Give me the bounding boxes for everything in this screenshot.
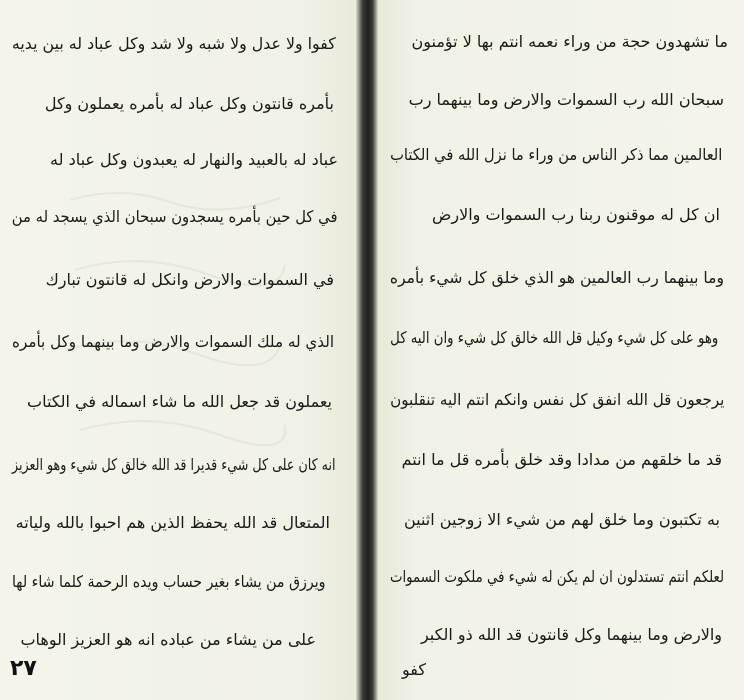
manuscript-line: سبحان الله رب السموات والارض وما بينهما رب xyxy=(408,90,724,109)
book-gutter xyxy=(356,0,378,700)
manuscript-line: العالمين مما ذكر الناس من وراء ما نزل الله في الكتاب xyxy=(389,145,722,164)
manuscript-line: يعملون قد جعل الله ما شاء اسماله في الكتاب xyxy=(27,392,332,411)
manuscript-line: والارض وما بينهما وكل قانتون قد الله ذو الكبر xyxy=(420,625,722,644)
manuscript-line: الذي له ملك السموات والارض وما بينهما وكل بأمره xyxy=(11,332,334,351)
manuscript-line: لعلكم انتم تستدلون ان لم يكن له شيء في ملكوت السموات xyxy=(389,567,724,586)
manuscript-line: كفو xyxy=(402,660,426,679)
manuscript-line: ما تشهدون حجة من وراء نعمه انتم بها لا تؤمنون xyxy=(411,32,728,51)
manuscript-line: وما بينهما رب العالمين هو الذي خلق كل شيء بأمره xyxy=(389,268,724,287)
manuscript-line: كفوا ولا عدل ولا شبه ولا شد وكل عباد له بين يديه xyxy=(12,34,336,53)
manuscript-line: ان كل له موقنون ربنا رب السموات والارض xyxy=(432,205,720,224)
manuscript-line: انه كان على كل شيء قديرا قد الله خالق كل شيء وهو العزيز xyxy=(12,455,336,474)
manuscript-line: في السموات والارض وانكل له قانتون تبارك xyxy=(45,270,334,289)
manuscript-line: في كل حين بأمره يسجدون سبحان الذي يسجد له من xyxy=(12,207,338,226)
manuscript-line: وهو على كل شيء وكيل قل الله خالق كل شيء وان اليه كل xyxy=(389,328,718,347)
manuscript-line: المتعال قد الله يحفظ الذين هم احبوا بالله ولياته xyxy=(15,513,330,532)
page-number: ٢٧ xyxy=(10,656,37,681)
manuscript-line: بأمره قانتون وكل عباد له بأمره يعملون وكل xyxy=(44,94,334,113)
manuscript-line: على من يشاء من عباده انه هو العزيز الوهاب xyxy=(20,630,316,649)
manuscript-line: عباد له بالعبيد والنهار له يعبدون وكل عباد له xyxy=(50,150,338,169)
manuscript-line: قد ما خلقهم من مدادا وقد خلق بأمره قل ما انتم xyxy=(401,450,722,469)
left-page xyxy=(0,0,356,700)
manuscript-line: يرجعون قل الله انفق كل نفس وانكم انتم اليه تنقلبون xyxy=(389,390,724,409)
manuscript-line: ويرزق من يشاء بغير حساب ويده الرحمة كلما شاء لها xyxy=(12,572,326,591)
manuscript-line: به تكتبون وما خلق لهم من شيء الا زوجين اثنين xyxy=(403,510,720,529)
right-page xyxy=(378,0,744,700)
